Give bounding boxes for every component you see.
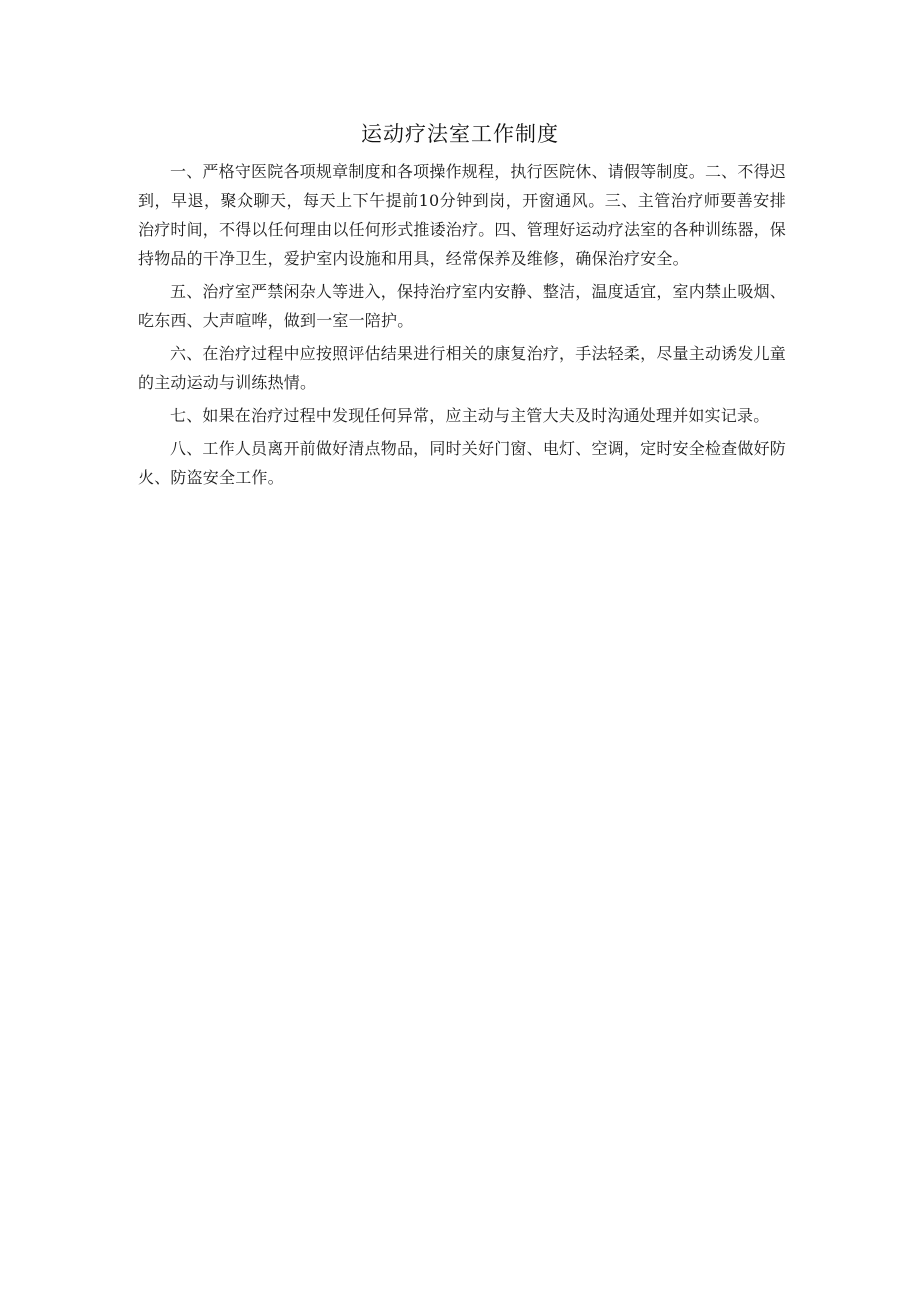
paragraph-rule-6: 六、在治疗过程中应按照评估结果进行相关的康复治疗，手法轻柔，尽量主动诱发儿童的主动运动与训练热情。 <box>138 344 786 392</box>
document-body <box>138 157 786 496</box>
paragraph-rule-5: 五、治疗室严禁闲杂人等进入，保持治疗室内安静、整洁，温度适宜，室内禁止吸烟、吃东西、大声喧哗，做到一室一陪护。 <box>138 282 786 330</box>
paragraph-rule-8: 八、工作人员离开前做好清点物品，同时关好门窗、电灯、空调，定时安全检查做好防火、防盗安全工作。 <box>138 439 786 487</box>
document-title: 运动疗法室工作制度 <box>361 122 559 146</box>
paragraph-rules-1-4: 一、严格守医院各项规章制度和各项操作规程，执行医院休、请假等制度。二、不得迟到，早退，聚众聊天，每天上下午提前10分钟到岗，开窗通风。三、主管治疗师要善安排治疗时间，不得以任何理由以任何形式推诿治疗。四、管理好运动疗法室的各种训练器，保持物品的干净卫生，爱护室内设施和用具，经常保养及维修，确保治疗安全。 <box>138 162 787 268</box>
paragraph-rule-7: 七、如果在治疗过程中发现任何异常，应主动与主管大夫及时沟通处理并如实记录。 <box>170 406 770 425</box>
